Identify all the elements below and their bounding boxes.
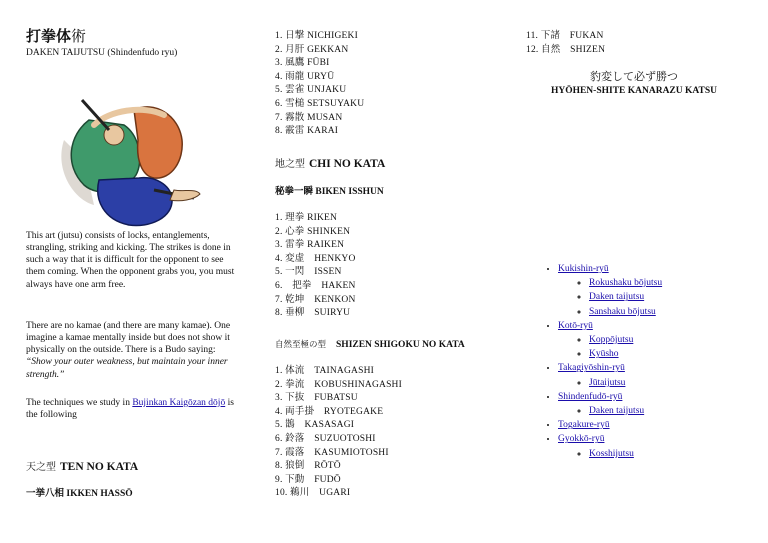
kata-item: 9. 下動 FUDŌ (275, 474, 341, 485)
intro-paragraph-3: The techniques we study in Bujinkan Kaigōzan dōjō is the following (26, 398, 234, 421)
kata-item: 1. 日撃 NICHIGEKI (275, 31, 358, 41)
chi-no-kata-heading: 地之型 CHI NO KATA (275, 158, 386, 170)
kata-item: 3. 雷拳 RAIKEN (275, 240, 345, 251)
kata-item: 12. 自然 SHIZEN (526, 44, 606, 55)
page-title: 打拳体術 (26, 29, 87, 45)
kata-item: 5. 一閃 ISSEN (275, 267, 342, 278)
school-item (558, 262, 662, 319)
intro-paragraph-2: There are no kamae (and there are many kamae). One imagine a kamae mentally inside but does not show it physically on the outside. There is a Budo saying: “Show your outer weakness, but maintain your inner strength.” (26, 321, 231, 380)
budo-saying: “Show your outer weakness, but maintain your inner strength.” (26, 357, 228, 380)
school-item (558, 319, 662, 362)
school-subitem (589, 290, 662, 304)
bujinkan-kaigozan-link[interactable]: Bujinkan Kaigōzan dōjō (132, 398, 226, 408)
school-subitem (589, 376, 662, 390)
biken-isshun-heading: 秘拳一瞬 BIKEN ISSHUN (275, 187, 384, 197)
kata-item: 4. 両手掛 RYOTEGAKE (275, 406, 384, 417)
school-subitem (589, 347, 662, 361)
school-link[interactable]: Shindenfudō-ryū (558, 391, 623, 402)
school-sublink[interactable]: Rokushaku bōjutsu (589, 278, 663, 289)
kata-item: 8. 狼倒 RŌTŌ (275, 461, 341, 472)
school-sublink[interactable]: Kosshijutsu (589, 448, 634, 459)
school-subitem (589, 404, 662, 418)
school-sublink[interactable]: Kyūsho (589, 349, 619, 360)
school-sublink[interactable]: Daken taijutsu (589, 292, 645, 303)
school-link[interactable]: Kukishin-ryū (558, 264, 609, 274)
kata-item: 10. 鵜川 UGARI (275, 488, 351, 499)
ikken-hasso-heading: 一挙八相 IKKEN HASSŌ (26, 489, 133, 499)
kata-item: 7. 乾坤 KENKON (275, 294, 356, 305)
school-sublink[interactable]: Koppōjutsu (589, 335, 634, 346)
kata-item: 3. 下抜 FUBATSU (275, 393, 358, 404)
kata-item: 6. 把拳 HAKEN (275, 280, 356, 291)
school-sublink[interactable]: Daken taijutsu (589, 406, 645, 417)
school-sublink: Jūtaijutsu (589, 377, 626, 388)
figure-robe-orange (134, 107, 182, 178)
kata-item: 4. 変虚 HENKYO (275, 253, 356, 264)
kata-item: 5. 雲雀 UNJAKU (275, 85, 347, 96)
kata-item: 6. 雪槌 SETSUYAKU (275, 98, 365, 109)
motto-japanese: 豹変して必ず勝つ (590, 71, 678, 83)
kata-item: 1. 体流 TAINAGASHI (275, 366, 375, 376)
intro-paragraph-1: This art (jutsu) consists of locks, entanglements, strangling, striking and kicking. The strikes is done in such a way that it is difficult for the opponent to see them coming. When the opponent grabs you, you must always have one arm free. (26, 231, 235, 290)
kata-item: 3. 風鷹 FŪBI (275, 58, 330, 69)
schools-list (526, 262, 662, 461)
page-subtitle: DAKEN TAIJUTSU (Shindenfudo ryu) (26, 48, 178, 58)
martial-artist-illustration (54, 80, 204, 230)
kata-item: 6. 鈴落 SUZUOTOSHI (275, 433, 376, 444)
school-item (558, 418, 662, 432)
biken-isshun-list (275, 212, 356, 321)
kata-item: 2. 心拳 SHINKEN (275, 226, 351, 237)
kata-item: 4. 雨龍 URYŪ (275, 71, 335, 82)
kata-item: 2. 拳流 KOBUSHINAGASHI (275, 379, 402, 390)
shizen-shigoku-list-continued (526, 30, 605, 57)
school-subitem (589, 333, 662, 347)
school-sublink[interactable]: Sanshaku bōjutsu (589, 306, 656, 317)
school-item (558, 361, 662, 389)
school-link[interactable]: Takagiyōshin-ryū (558, 363, 625, 374)
school-item (558, 390, 662, 418)
figure-foot (170, 190, 200, 201)
school-link[interactable]: Kotō-ryū (558, 320, 593, 331)
school-subitem (589, 447, 662, 461)
school-subitem (589, 276, 662, 290)
kata-item: 7. 霧散 MUSAN (275, 112, 343, 123)
kata-item: 8. 垂柳 SUIRYU (275, 308, 351, 319)
shizen-shigoku-heading: 自然至極の型 SHIZEN SHIGOKU NO KATA (275, 339, 465, 350)
ikken-hasso-list (275, 30, 364, 139)
kata-item: 1. 理拳 RIKEN (275, 213, 338, 223)
figure-legs-blue (98, 178, 172, 226)
school-subitem (589, 305, 662, 319)
shizen-shigoku-list (275, 365, 402, 501)
school-link[interactable]: Togakure-ryū (558, 420, 610, 431)
school-link[interactable]: Gyokkō-ryū (558, 434, 605, 445)
kata-item: 11. 下諸 FUKAN (526, 31, 604, 41)
kata-item: 5. 鵲 KASASAGI (275, 420, 355, 431)
kata-item: 7. 霞落 KASUMIOTOSHI (275, 447, 389, 458)
motto-romaji: HYŌHEN-SHITE KANARAZU KATSU (550, 86, 718, 96)
kata-item: 8. 霰雷 KARAI (275, 126, 339, 137)
ten-no-kata-heading: 天之型 TEN NO KATA (26, 461, 139, 473)
kata-item: 2. 月肝 GEKKAN (275, 44, 349, 55)
school-item (558, 432, 662, 460)
